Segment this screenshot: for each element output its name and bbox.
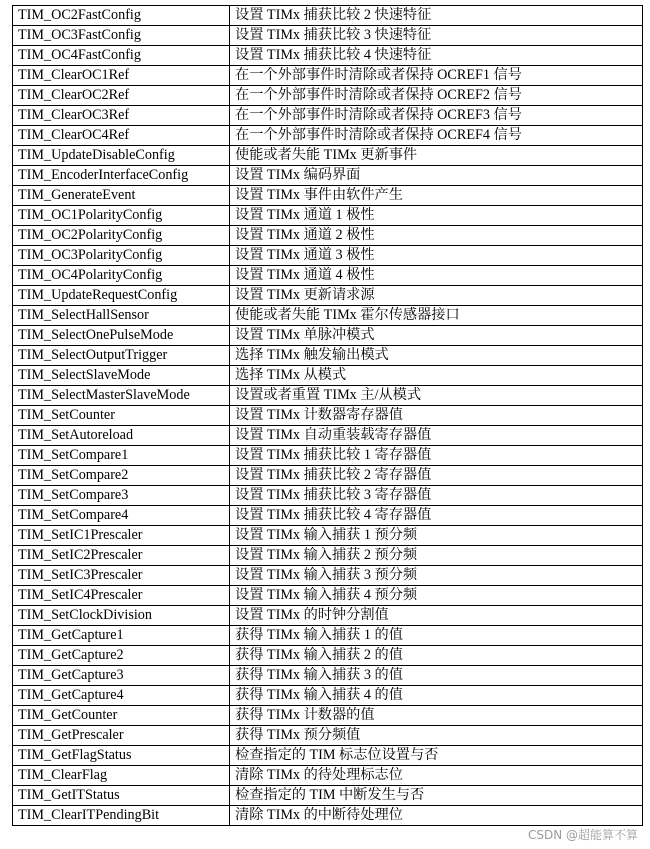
table-row bbox=[13, 306, 643, 326]
function-name-cell: TIM_GetITStatus bbox=[13, 786, 230, 806]
function-name-cell: TIM_GetPrescaler bbox=[13, 726, 230, 746]
table-row bbox=[13, 246, 643, 266]
function-description-cell: 设置 TIMx 编码界面 bbox=[230, 166, 643, 186]
function-description-cell: 设置 TIMx 单脉冲模式 bbox=[230, 326, 643, 346]
table-row bbox=[13, 706, 643, 726]
function-name-cell: TIM_SetCompare1 bbox=[13, 446, 230, 466]
function-name-cell: TIM_SetIC1Prescaler bbox=[13, 526, 230, 546]
function-description-cell: 清除 TIMx 的中断待处理位 bbox=[230, 806, 643, 826]
function-description-cell: 设置 TIMx 通道 1 极性 bbox=[230, 206, 643, 226]
function-description-cell: 在一个外部事件时清除或者保持 OCREF4 信号 bbox=[230, 126, 643, 146]
table-row bbox=[13, 86, 643, 106]
table-row bbox=[13, 686, 643, 706]
function-name-cell: TIM_OC1PolarityConfig bbox=[13, 206, 230, 226]
table-row bbox=[13, 766, 643, 786]
function-name-cell: TIM_GenerateEvent bbox=[13, 186, 230, 206]
function-name-cell: TIM_SelectOnePulseMode bbox=[13, 326, 230, 346]
table-row bbox=[13, 726, 643, 746]
function-name-cell: TIM_GetCapture4 bbox=[13, 686, 230, 706]
table-row bbox=[13, 626, 643, 646]
function-description-cell: 在一个外部事件时清除或者保持 OCREF3 信号 bbox=[230, 106, 643, 126]
function-description-cell: 在一个外部事件时清除或者保持 OCREF2 信号 bbox=[230, 86, 643, 106]
table-row bbox=[13, 186, 643, 206]
function-description-cell: 设置或者重置 TIMx 主/从模式 bbox=[230, 386, 643, 406]
function-name-cell: TIM_UpdateDisableConfig bbox=[13, 146, 230, 166]
function-description-cell: 设置 TIMx 捕获比较 2 寄存器值 bbox=[230, 466, 643, 486]
table-row bbox=[13, 506, 643, 526]
function-description-cell: 设置 TIMx 的时钟分割值 bbox=[230, 606, 643, 626]
table-row bbox=[13, 146, 643, 166]
table-row bbox=[13, 586, 643, 606]
function-description-cell: 设置 TIMx 捕获比较 1 寄存器值 bbox=[230, 446, 643, 466]
function-description-cell: 获得 TIMx 输入捕获 2 的值 bbox=[230, 646, 643, 666]
function-description-cell: 选择 TIMx 触发输出模式 bbox=[230, 346, 643, 366]
function-table bbox=[12, 5, 643, 826]
function-name-cell: TIM_OC2FastConfig bbox=[13, 6, 230, 26]
function-name-cell: TIM_SetCompare3 bbox=[13, 486, 230, 506]
function-name-cell: TIM_OC3PolarityConfig bbox=[13, 246, 230, 266]
table-row bbox=[13, 26, 643, 46]
table-row bbox=[13, 486, 643, 506]
table-row bbox=[13, 666, 643, 686]
function-name-cell: TIM_SelectOutputTrigger bbox=[13, 346, 230, 366]
function-description-cell: 设置 TIMx 捕获比较 4 寄存器值 bbox=[230, 506, 643, 526]
function-description-cell: 设置 TIMx 自动重装载寄存器值 bbox=[230, 426, 643, 446]
function-description-cell: 在一个外部事件时清除或者保持 OCREF1 信号 bbox=[230, 66, 643, 86]
function-name-cell: TIM_OC4FastConfig bbox=[13, 46, 230, 66]
table-row bbox=[13, 566, 643, 586]
function-description-cell: 设置 TIMx 捕获比较 2 快速特征 bbox=[230, 6, 643, 26]
table-row bbox=[13, 46, 643, 66]
function-name-cell: TIM_OC3FastConfig bbox=[13, 26, 230, 46]
function-name-cell: TIM_OC4PolarityConfig bbox=[13, 266, 230, 286]
function-name-cell: TIM_GetCapture1 bbox=[13, 626, 230, 646]
function-description-cell: 设置 TIMx 捕获比较 3 寄存器值 bbox=[230, 486, 643, 506]
function-name-cell: TIM_GetCapture3 bbox=[13, 666, 230, 686]
function-name-cell: TIM_ClearOC2Ref bbox=[13, 86, 230, 106]
table-row bbox=[13, 106, 643, 126]
table-row bbox=[13, 546, 643, 566]
table-row bbox=[13, 6, 643, 26]
function-description-cell: 设置 TIMx 输入捕获 3 预分频 bbox=[230, 566, 643, 586]
function-name-cell: TIM_ClearOC3Ref bbox=[13, 106, 230, 126]
function-name-cell: TIM_EncoderInterfaceConfig bbox=[13, 166, 230, 186]
function-description-cell: 设置 TIMx 计数器寄存器值 bbox=[230, 406, 643, 426]
table-row bbox=[13, 206, 643, 226]
function-name-cell: TIM_SelectHallSensor bbox=[13, 306, 230, 326]
table-row bbox=[13, 346, 643, 366]
function-description-cell: 设置 TIMx 通道 4 极性 bbox=[230, 266, 643, 286]
function-description-cell: 获得 TIMx 预分频值 bbox=[230, 726, 643, 746]
function-name-cell: TIM_GetCounter bbox=[13, 706, 230, 726]
function-name-cell: TIM_ClearFlag bbox=[13, 766, 230, 786]
table-row bbox=[13, 606, 643, 626]
function-description-cell: 设置 TIMx 输入捕获 4 预分频 bbox=[230, 586, 643, 606]
table-row bbox=[13, 466, 643, 486]
table-row bbox=[13, 126, 643, 146]
function-description-cell: 设置 TIMx 捕获比较 4 快速特征 bbox=[230, 46, 643, 66]
function-name-cell: TIM_ClearOC1Ref bbox=[13, 66, 230, 86]
function-description-cell: 设置 TIMx 事件由软件产生 bbox=[230, 186, 643, 206]
function-description-cell: 设置 TIMx 通道 3 极性 bbox=[230, 246, 643, 266]
table-row bbox=[13, 426, 643, 446]
function-name-cell: TIM_SetAutoreload bbox=[13, 426, 230, 446]
watermark: CSDN @超能算不算 bbox=[527, 828, 638, 842]
table-row bbox=[13, 806, 643, 826]
table-row bbox=[13, 266, 643, 286]
function-description-cell: 设置 TIMx 捕获比较 3 快速特征 bbox=[230, 26, 643, 46]
table-row bbox=[13, 226, 643, 246]
table-row bbox=[13, 646, 643, 666]
function-description-cell: 设置 TIMx 通道 2 极性 bbox=[230, 226, 643, 246]
document-page bbox=[12, 5, 642, 826]
function-name-cell: TIM_SetCompare2 bbox=[13, 466, 230, 486]
table-row bbox=[13, 446, 643, 466]
function-table-body bbox=[13, 6, 643, 826]
function-name-cell: TIM_SetIC2Prescaler bbox=[13, 546, 230, 566]
function-description-cell: 检查指定的 TIM 中断发生与否 bbox=[230, 786, 643, 806]
function-name-cell: TIM_OC2PolarityConfig bbox=[13, 226, 230, 246]
function-name-cell: TIM_SetIC4Prescaler bbox=[13, 586, 230, 606]
function-name-cell: TIM_ClearITPendingBit bbox=[13, 806, 230, 826]
function-description-cell: 获得 TIMx 输入捕获 3 的值 bbox=[230, 666, 643, 686]
function-name-cell: TIM_SetCounter bbox=[13, 406, 230, 426]
function-description-cell: 使能或者失能 TIMx 更新事件 bbox=[230, 146, 643, 166]
function-description-cell: 设置 TIMx 输入捕获 2 预分频 bbox=[230, 546, 643, 566]
function-description-cell: 获得 TIMx 输入捕获 1 的值 bbox=[230, 626, 643, 646]
table-row bbox=[13, 366, 643, 386]
table-row bbox=[13, 406, 643, 426]
table-row bbox=[13, 66, 643, 86]
function-name-cell: TIM_SetCompare4 bbox=[13, 506, 230, 526]
function-description-cell: 清除 TIMx 的待处理标志位 bbox=[230, 766, 643, 786]
function-description-cell: 使能或者失能 TIMx 霍尔传感器接口 bbox=[230, 306, 643, 326]
function-name-cell: TIM_ClearOC4Ref bbox=[13, 126, 230, 146]
function-description-cell: 获得 TIMx 计数器的值 bbox=[230, 706, 643, 726]
table-row bbox=[13, 526, 643, 546]
function-name-cell: TIM_SetIC3Prescaler bbox=[13, 566, 230, 586]
table-row bbox=[13, 286, 643, 306]
function-description-cell: 检查指定的 TIM 标志位设置与否 bbox=[230, 746, 643, 766]
function-description-cell: 设置 TIMx 更新请求源 bbox=[230, 286, 643, 306]
function-name-cell: TIM_SelectMasterSlaveMode bbox=[13, 386, 230, 406]
function-description-cell: 选择 TIMx 从模式 bbox=[230, 366, 643, 386]
function-description-cell: 设置 TIMx 输入捕获 1 预分频 bbox=[230, 526, 643, 546]
function-name-cell: TIM_SelectSlaveMode bbox=[13, 366, 230, 386]
table-row bbox=[13, 746, 643, 766]
function-name-cell: TIM_GetCapture2 bbox=[13, 646, 230, 666]
table-row bbox=[13, 386, 643, 406]
table-row bbox=[13, 326, 643, 346]
function-name-cell: TIM_SetClockDivision bbox=[13, 606, 230, 626]
function-name-cell: TIM_UpdateRequestConfig bbox=[13, 286, 230, 306]
table-row bbox=[13, 786, 643, 806]
table-row bbox=[13, 166, 643, 186]
function-name-cell: TIM_GetFlagStatus bbox=[13, 746, 230, 766]
function-description-cell: 获得 TIMx 输入捕获 4 的值 bbox=[230, 686, 643, 706]
